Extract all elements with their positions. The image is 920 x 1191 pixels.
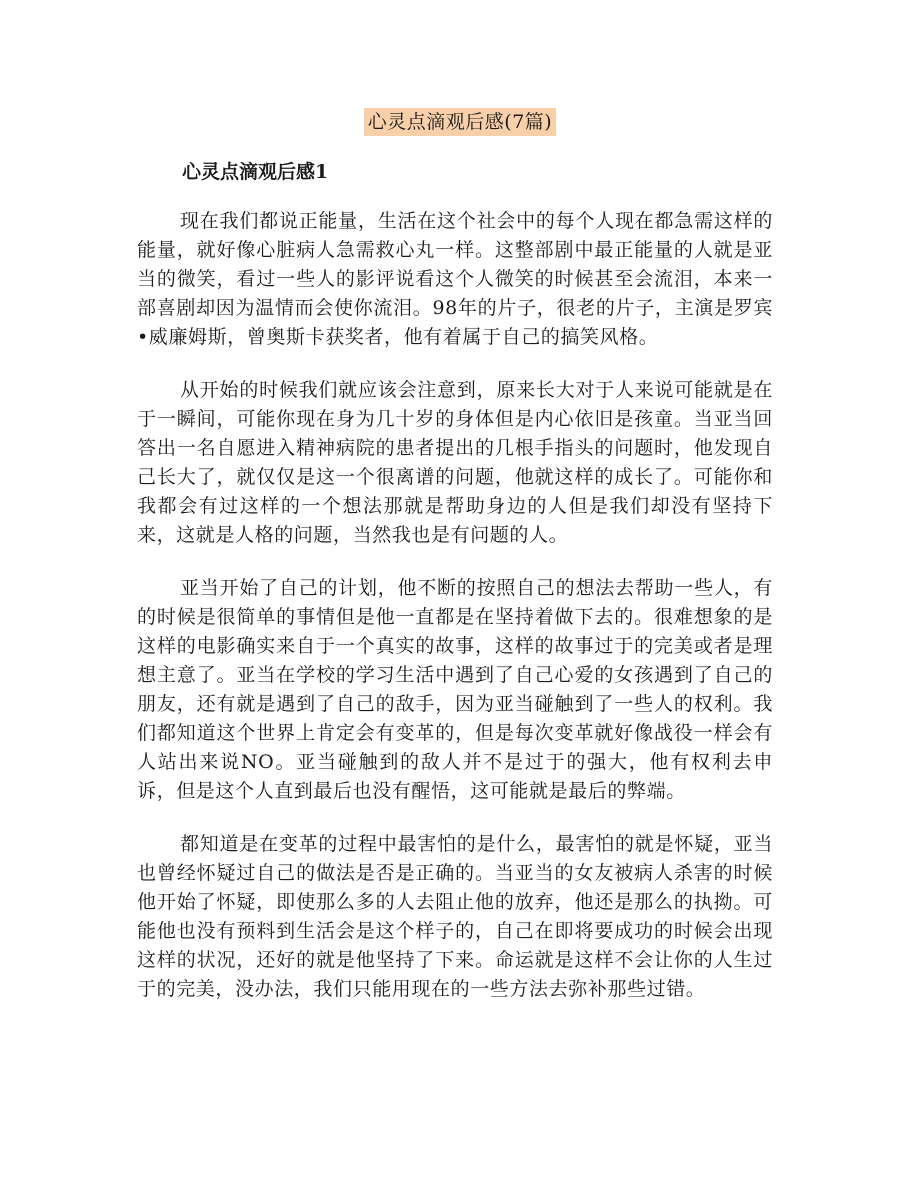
paragraph-3: 亚当开始了自己的计划，他不断的按照自己的想法去帮助一些人，有的时候是很简单的事情但是他一直都是在坚持着做下去的。很难想象的是这样的电影确实来自于一个真实的故事，这样的故事过于的完美或者是理想主意了。亚当在学校的学习生活中遇到了自己心爱的女孩遇到了自己的朋友，还有就是遇到了自己的敌手，因为亚当碰触到了一些人的权利。我们都知道这个世界上肯定会有变革的，但是每次变革就好像战役一样会有人站出来说NO。亚当碰触到的敌人并不是过于的强大，他有权利去申诉，但是这个人直到最后也没有醒悟，这可能就是最后的弊端。 [137,577,773,802]
title-container [0,108,920,136]
body-text [137,207,773,1028]
section-heading: 心灵点滴观后感1 [182,161,329,183]
paragraph-2: 从开始的时候我们就应该会注意到，原来长大对于人来说可能就是在于一瞬间，可能你现在身为几十岁的身体但是内心依旧是孩童。当亚当回答出一名自愿进入精神病院的患者提出的几根手指头的问题时，他发现自己长大了，就仅仅是这一个很离谱的问题，他就这样的成长了。可能你和我都会有过这样的一个想法那就是帮助身边的人但是我们却没有坚持下来，这就是人格的问题，当然我也是有问题的人。 [137,379,773,546]
paragraph-1: 现在我们都说正能量，生活在这个社会中的每个人现在都急需这样的能量，就好像心脏病人急需救心丸一样。这整部剧中最正能量的人就是亚当的微笑，看过一些人的影评说看这个人微笑的时候甚至会流泪，本来一部喜剧却因为温情而会使你流泪。98年的片子，很老的片子，主演是罗宾•威廉姆斯，曾奥斯卡获奖者，他有着属于自己的搞笑风格。 [137,210,773,348]
document-title: 心灵点滴观后感(7篇) [364,108,556,136]
paragraph-4: 都知道是在变革的过程中最害怕的是什么，最害怕的就是怀疑，亚当也曾经怀疑过自己的做法是否是正确的。当亚当的女友被病人杀害的时候他开始了怀疑，即使那么多的人去阻止他的放弃，他还是那么的执拗。可能他也没有预料到生活会是这个样子的，自己在即将要成功的时候会出现这样的状况，还好的就是他坚持了下来。命运就是这样不会让你的人生过于的完美，没办法，我们只能用现在的一些方法去弥补那些过错。 [137,833,773,1000]
